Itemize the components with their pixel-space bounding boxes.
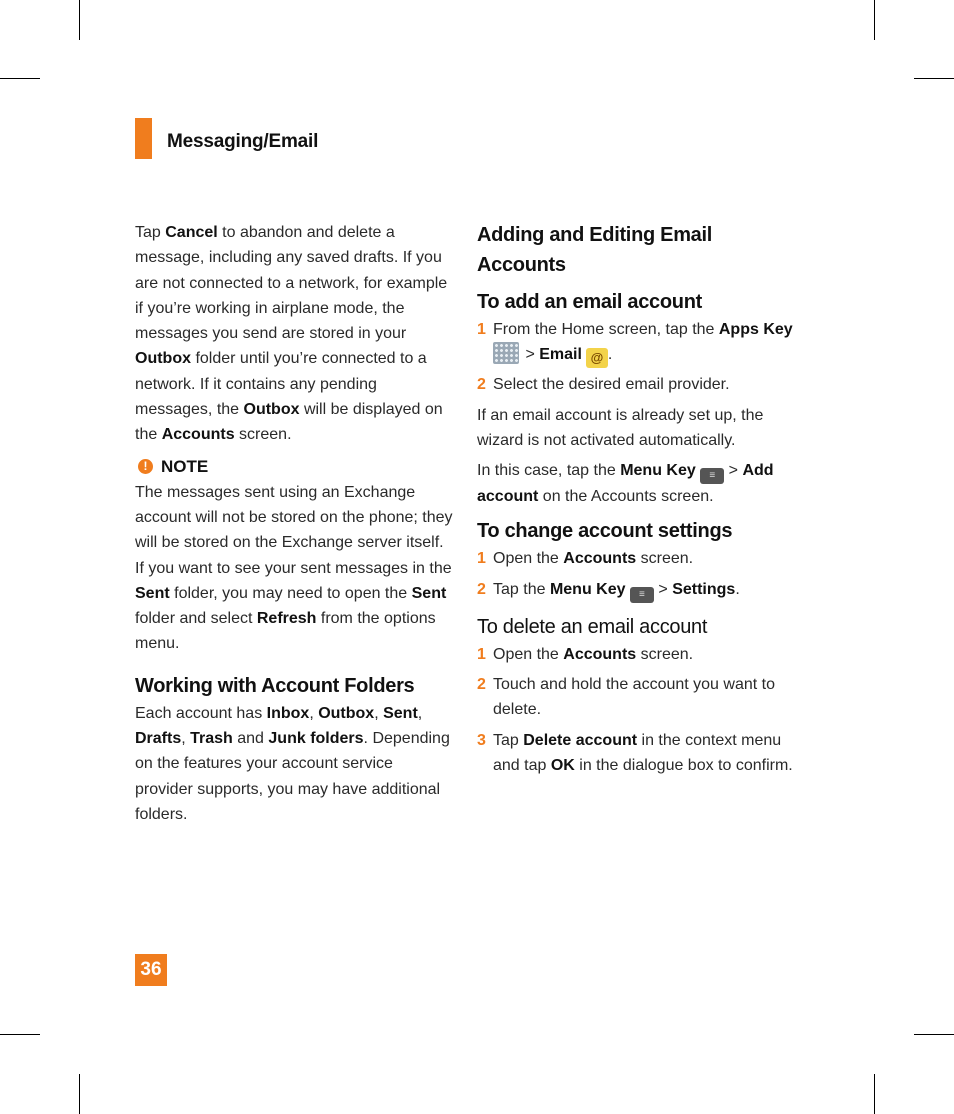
text: Each account has bbox=[135, 704, 267, 722]
cancel-term: Cancel bbox=[165, 224, 218, 241]
right-column bbox=[477, 220, 797, 778]
text: > bbox=[521, 346, 540, 364]
text: screen. bbox=[636, 645, 694, 663]
text: The messages sent using an Exchange account will not be stored on the phone; they will be stored on the Exchange server itself. If you want to see your sent messages in the bbox=[135, 483, 453, 577]
step-number: 1 bbox=[477, 550, 486, 568]
crop-mark bbox=[914, 78, 954, 79]
inbox-term: Inbox bbox=[266, 704, 310, 722]
list-item bbox=[477, 546, 797, 571]
folders-heading: Working with Account Folders bbox=[135, 674, 415, 697]
step-text bbox=[493, 317, 797, 368]
section-title: Messaging/Email bbox=[167, 131, 319, 152]
step-text: Select the desired email provider. bbox=[493, 376, 730, 394]
ok-term: OK bbox=[550, 756, 575, 774]
menu-key-icon: ≡ bbox=[700, 468, 724, 484]
text: In this case, tap the bbox=[477, 462, 621, 480]
text: , bbox=[374, 704, 384, 722]
text: . Depending on the features your account service provider supports, you may have additional folders. bbox=[135, 730, 450, 823]
folders-paragraph bbox=[135, 701, 455, 827]
drafts-term: Drafts bbox=[135, 730, 182, 748]
step-number: 2 bbox=[477, 580, 486, 598]
step-text bbox=[493, 728, 797, 779]
text: will be displayed on the bbox=[135, 401, 443, 444]
note-label: NOTE bbox=[161, 457, 209, 477]
text: to abandon and delete a message, including any saved drafts. If you are not connected to a network, for example if you’re working in airplane mode, the messages you send are stored in your bbox=[135, 224, 448, 343]
trash-term: Trash bbox=[190, 730, 233, 748]
crop-mark bbox=[79, 1074, 80, 1114]
menu-key-icon: ≡ bbox=[630, 587, 654, 603]
crop-mark bbox=[79, 0, 80, 40]
delete-account-heading: To delete an email account bbox=[477, 615, 708, 638]
menu-key-term: Menu Key bbox=[620, 462, 696, 480]
step-text bbox=[493, 642, 797, 667]
accounts-term: Accounts bbox=[563, 645, 637, 663]
text: Tap the bbox=[493, 580, 550, 598]
outbox-term: Outbox bbox=[243, 401, 300, 419]
crop-mark bbox=[874, 0, 875, 40]
text: Open the bbox=[493, 550, 564, 568]
list-item bbox=[477, 642, 797, 667]
text: folder, you may need to open the bbox=[169, 584, 412, 602]
sent-term: Sent bbox=[411, 584, 447, 602]
step-text bbox=[493, 546, 797, 571]
step-text bbox=[493, 577, 797, 603]
sent-term: Sent bbox=[383, 704, 418, 722]
text: > bbox=[724, 462, 743, 480]
step-number: 2 bbox=[477, 376, 486, 394]
info-paragraph bbox=[477, 458, 797, 509]
apps-key-term: Apps Key bbox=[718, 321, 793, 338]
text: in the dialogue box to confirm. bbox=[574, 756, 793, 774]
step-number: 1 bbox=[477, 645, 486, 663]
text: , bbox=[181, 730, 191, 748]
menu-key-term: Menu Key bbox=[549, 580, 626, 598]
crop-mark bbox=[914, 1034, 954, 1035]
note-heading bbox=[135, 454, 455, 480]
text: from the options menu. bbox=[135, 610, 436, 653]
text: Tap bbox=[135, 224, 166, 241]
accounts-term: Accounts bbox=[563, 550, 637, 568]
settings-term: Settings bbox=[672, 580, 736, 598]
add-account-term: Add account bbox=[477, 462, 774, 506]
text: Tap bbox=[493, 731, 524, 749]
crop-mark bbox=[0, 1034, 40, 1035]
page-number: 36 bbox=[135, 954, 167, 986]
email-term: Email bbox=[539, 346, 582, 364]
text: screen. bbox=[636, 550, 694, 568]
section-accent-bar bbox=[135, 118, 152, 159]
apps-grid-icon bbox=[493, 342, 519, 364]
text: > bbox=[653, 580, 673, 598]
step-number: 2 bbox=[477, 676, 486, 694]
text: Open the bbox=[493, 645, 564, 663]
list-item bbox=[477, 728, 797, 779]
step-number: 3 bbox=[477, 731, 486, 749]
text: screen. bbox=[234, 426, 292, 444]
email-at-icon: @ bbox=[586, 348, 608, 368]
text: . bbox=[607, 346, 613, 364]
list-item bbox=[477, 577, 797, 603]
list-item bbox=[477, 317, 797, 368]
intro-paragraph bbox=[135, 220, 455, 448]
refresh-term: Refresh bbox=[256, 610, 317, 628]
outbox-term: Outbox bbox=[135, 350, 191, 368]
outbox-term: Outbox bbox=[318, 704, 375, 722]
step-number: 1 bbox=[477, 321, 486, 338]
accounts-term: Accounts bbox=[161, 426, 235, 444]
left-column bbox=[135, 220, 455, 827]
step-text: Touch and hold the account you want to delete. bbox=[493, 676, 775, 719]
junk-folders-term: Junk folders bbox=[268, 730, 364, 748]
text: , bbox=[309, 704, 319, 722]
text: in the context menu and tap bbox=[493, 731, 782, 774]
list-item bbox=[477, 372, 797, 397]
text: . bbox=[735, 580, 740, 598]
accounts-heading: Adding and Editing Email Accounts bbox=[477, 224, 713, 276]
crop-mark bbox=[0, 78, 40, 79]
text: folder until you’re connected to a network. If it contains any pending messages, the bbox=[135, 350, 427, 419]
text: folder and select bbox=[135, 610, 257, 628]
delete-account-term: Delete account bbox=[523, 731, 638, 749]
text: and bbox=[232, 730, 269, 748]
text: on the Accounts screen. bbox=[538, 488, 714, 506]
change-settings-heading: To change account settings bbox=[477, 520, 733, 543]
crop-mark bbox=[874, 1074, 875, 1114]
text: , bbox=[417, 704, 423, 722]
note-paragraph bbox=[135, 480, 455, 657]
info-paragraph: If an email account is already set up, the wizard is not activated automatically. bbox=[477, 406, 764, 449]
sent-term: Sent bbox=[135, 584, 170, 602]
text: From the Home screen, tap the bbox=[493, 321, 719, 338]
add-account-heading: To add an email account bbox=[477, 291, 702, 313]
list-item bbox=[477, 672, 797, 723]
exclamation-icon: ! bbox=[138, 459, 153, 474]
